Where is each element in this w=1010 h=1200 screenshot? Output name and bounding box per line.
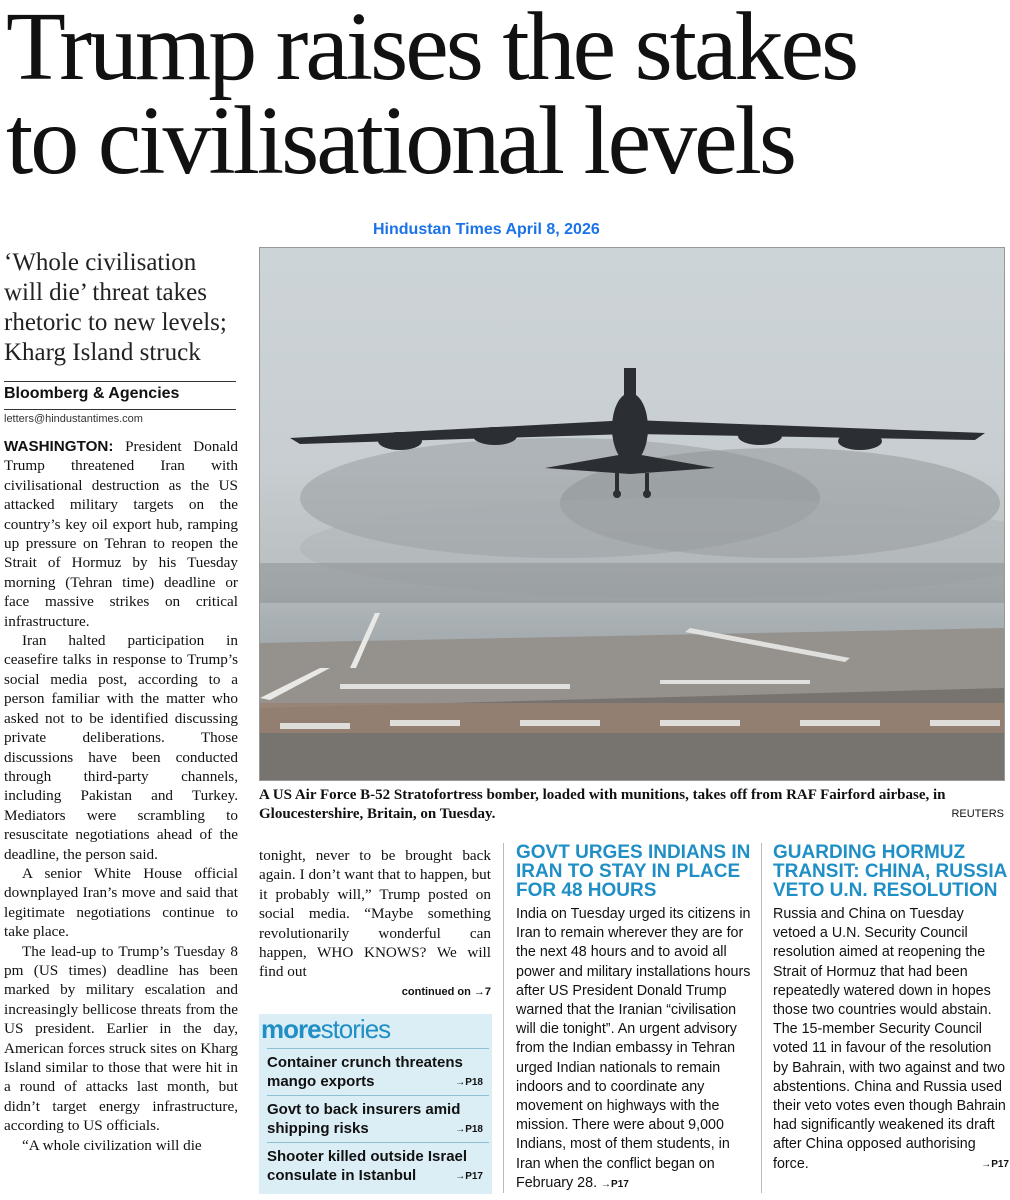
bomber-illustration (260, 248, 1005, 781)
side-story-1-body (516, 905, 752, 1194)
more-stories-title (261, 1014, 390, 1045)
column-rule (761, 843, 762, 1193)
page-ref: →P18 (455, 1077, 483, 1088)
column-rule (503, 843, 504, 1193)
paragraph (4, 437, 238, 631)
more-stories-title-light: stories (320, 1014, 391, 1044)
side-story-2-text: Russia and China on Tuesday vetoed a U.N. Security Council resolution aimed at reopening the Strait of Hormuz that had been repeatedly watered down in hopes those two countries would abstain. The 15-member Security Council voted 11 in favour of the resolution by Bahrain, with two against and two abstentions. China and Russia used their veto votes even though Bahrain had significantly weakened its draft after China opposed authorising force. (773, 906, 1006, 1172)
page-ref: →P18 (455, 1124, 483, 1135)
more-stories-box (259, 1014, 492, 1194)
photo-credit: REUTERS (951, 808, 1004, 820)
caption-text: A US Air Force B-52 Stratofortress bomber, loaded with munitions, takes off from RAF Fairford airbase, in Gloucestershire, Britain, on Tuesday. (259, 787, 946, 822)
side-story-2-body (773, 905, 1009, 1174)
side-story-1-text: India on Tuesday urged its citizens in Iran to remain wherever they are for the next 48 hours and to avoid all power and military installations hours after US President Donald Trump warned that the Iranian “civilisation will die tonight”. An urgent advisory from the Indian embassy in Tehran urged Indian nationals to remain indoors and to coordinate any movement on highways with the mission. There were about 9,000 Indians, most of them students, in Iran when the conflict began on February 28. (516, 906, 751, 1191)
email-rule (4, 409, 236, 410)
paragraph: The lead-up to Trump’s Tuesday 8 pm (US times) deadline has been marked by military escalation and increasingly bellicose threats from the US president. Earlier in the day, American forces struck sites on Kharg Island similar to those that were hit in a round of attacks last month, but didn’t target energy infrastructure, according to US officials. (4, 942, 238, 1135)
more-story-item[interactable] (267, 1142, 489, 1188)
more-story-item[interactable] (267, 1095, 489, 1141)
more-story-text: Govt to back insurers amid shipping risks (267, 1101, 461, 1137)
headline-line-2: to civilisational levels (6, 87, 795, 195)
dateline: WASHINGTON: (4, 438, 114, 455)
side-story-2-headline: GUARDING HORMUZ TRANSIT: CHINA, RUSSIA VETO U.N. RESOLUTION (773, 842, 1007, 901)
byline: Bloomberg & Agencies (4, 385, 180, 402)
photo-caption (259, 786, 1007, 826)
main-story-body (4, 437, 238, 1197)
more-story-text: Container crunch threatens mango exports (267, 1054, 463, 1090)
more-story-text: Shooter killed outside Israel consulate in Istanbul (267, 1148, 468, 1184)
deck: ‘Whole civilisation will die’ threat takes rhetoric to new levels; Kharg Island struck (4, 249, 227, 366)
paragraph: “A whole civilization will die (22, 1136, 202, 1154)
paragraph: A senior White House official downplayed Iran’s move and said that legitimate negotiations continue to take place. (4, 864, 238, 941)
paragraph-text: President Donald Trump threatened Iran with civilisational destruction as the US attacked military targets on the country’s key oil export hub, ramping up pressure on Tehran to reopen the Strait of Hormuz by his Tuesday morning (Tehran time) deadline or face massive strikes on critical infrastructure. (4, 438, 238, 630)
headline-line-1: Trump raises the stakes (6, 0, 857, 101)
email-link[interactable]: letters@hindustantimes.com (4, 413, 143, 425)
side-story-1-headline: GOVT URGES INDIANS IN IRAN TO STAY IN PLACE FOR 48 HOURS (516, 842, 751, 901)
page-ref: →P17 (601, 1178, 629, 1190)
main-story-continuation: tonight, never to be brought back again. I don’t want that to happen, but it probably will,” Trump posted on social media. “Maybe something revolutionarily wonderful can happen, WHO KNOWS? We will find out (259, 847, 491, 981)
headline (6, 0, 1006, 195)
page-ref: →P17 (981, 1158, 1009, 1170)
page-ref: →P17 (455, 1171, 483, 1182)
more-story-item[interactable] (267, 1048, 489, 1094)
source-tag: Hindustan Times April 8, 2026 (373, 221, 600, 238)
byline-rule (4, 381, 236, 382)
photo-b52-takeoff (259, 247, 1005, 781)
continued-link[interactable]: continued on →7 (401, 986, 491, 998)
more-stories-title-bold: more (261, 1014, 321, 1044)
paragraph: Iran halted participation in ceasefire talks in response to Trump’s social media post, according to a person familiar with the matter who asked not to be identified discussing private deliberations. Those discussions have been conducted through third-party channels, including Pakistan and Turkey. Mediators were scrambling to resuscitate negotiations ahead of the deadline, the person said. (4, 632, 238, 863)
